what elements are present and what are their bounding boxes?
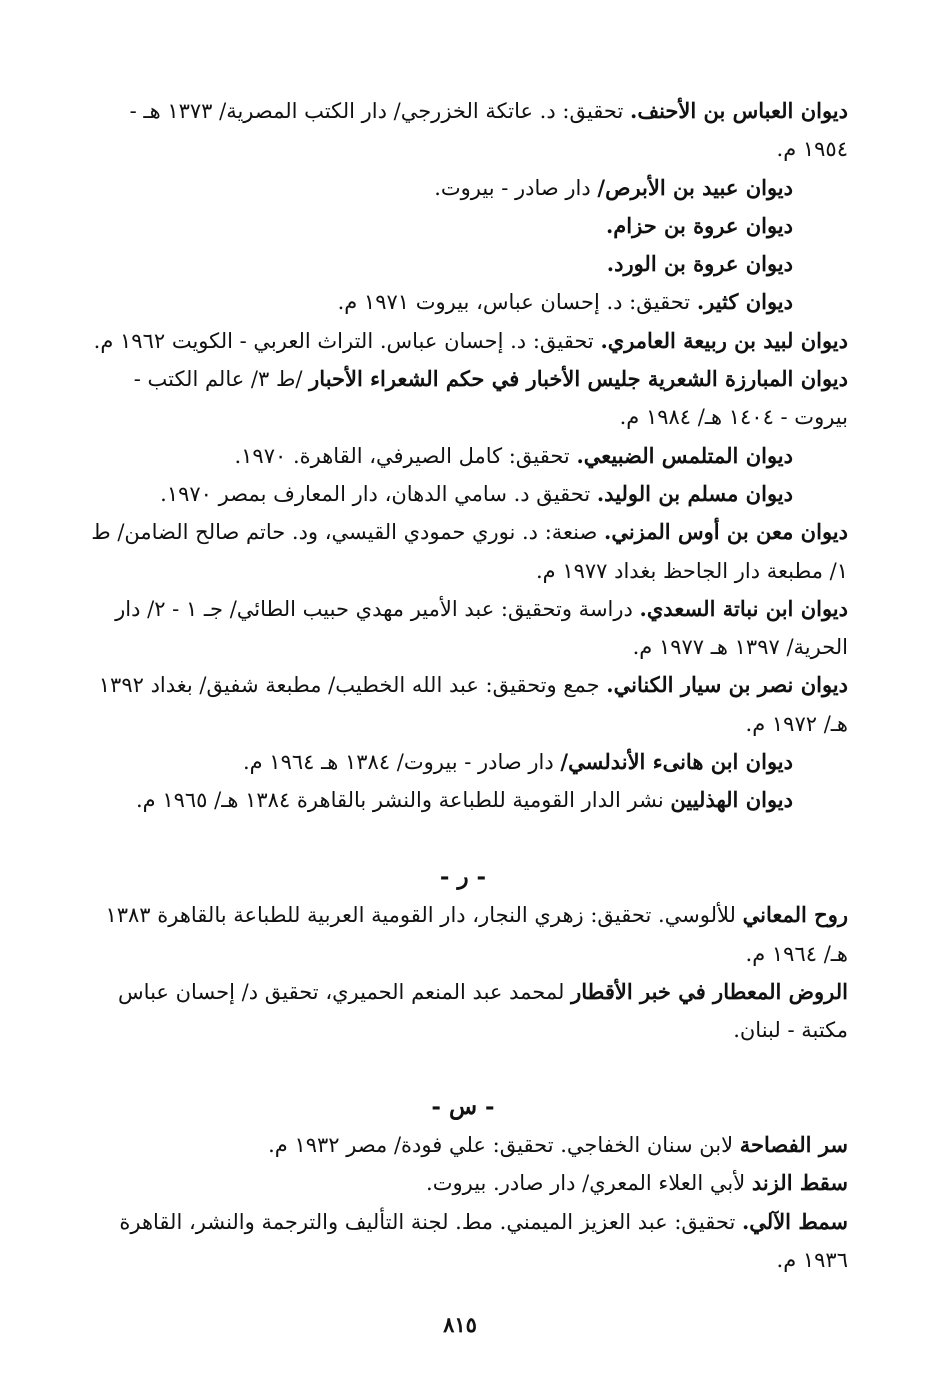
entry-details: لمحمد عبد المنعم الحميري، تحقيق د/ إحسان عباس مكتبة - لبنان.	[118, 979, 848, 1043]
entry-details: تحقيق: د. إحسان عباس، بيروت ١٩٧١ م.	[337, 290, 697, 315]
entry-details: نشر الدار القومية للطباعة والنشر بالقاهرة ١٣٨٤ هـ/ ١٩٦٥ م.	[135, 788, 671, 813]
entry-title: ديوان كثير.	[696, 289, 793, 315]
bibliography-entry	[78, 475, 848, 513]
entry-title: ديوان نصر بن سيار الكناني.	[606, 672, 848, 698]
entry-title: ديوان مسلم بن الوليد.	[596, 480, 793, 506]
bibliography-entry	[78, 437, 848, 475]
entry-title: ديوان عبيد بن الأبرص/	[597, 174, 793, 200]
bibliography-entry	[78, 322, 848, 360]
bibliography-entry	[78, 207, 848, 245]
entry-title: ديوان ابن نباتة السعدي.	[639, 595, 848, 621]
entry-title: ديوان الهذليين	[670, 787, 793, 813]
page-number	[0, 1312, 942, 1337]
entry-title: ديوان المتلمس الضبيعي.	[576, 442, 793, 468]
entry-title: ديوان المبارزة الشعرية جليس الأخبار في حكم الشعراء الأحبار	[309, 366, 848, 392]
bibliography-entry	[78, 781, 848, 819]
bibliography-entry	[78, 1164, 848, 1202]
bibliography-entry	[78, 1126, 848, 1164]
entry-title: روح المعاني	[742, 902, 848, 928]
bibliography-entry	[78, 360, 848, 437]
entry-details: صنعة: د. نوري حمودي القيسي، ود. حاتم صالح الضامن/ ط ١/ مطبعة دار الجاحظ بغداد ١٩٧٧ م.	[91, 520, 848, 583]
entry-title: ديوان ابن هانىء الأندلسي/	[560, 749, 793, 775]
bibliography-entry	[78, 283, 848, 321]
bibliography-entry	[78, 92, 848, 169]
entry-details: تحقيق: كامل الصيرفي، القاهرة. ١٩٧٠.	[234, 443, 577, 468]
entry-details: لابن سنان الخفاجي. تحقيق: علي فودة/ مصر ١٩٣٢ م.	[268, 1133, 740, 1158]
bibliography-entry	[78, 513, 848, 590]
bibliography-entry	[78, 973, 848, 1050]
entry-title: ديوان عروة بن الورد.	[606, 251, 793, 277]
entry-title: سقط الزند	[751, 1170, 848, 1196]
entry-title: سر الفصاحة	[739, 1132, 848, 1158]
bibliography-entry	[78, 666, 848, 743]
entry-title: ديوان عروة بن حزام.	[605, 212, 793, 238]
page-number-text: ٨١٥	[443, 1312, 477, 1337]
bibliography-text	[78, 92, 848, 1279]
entry-details: دار صادر - بيروت/ ١٣٨٤ هـ ١٩٦٤ م.	[242, 750, 561, 775]
bibliography-entry	[78, 169, 848, 207]
entry-title: ديوان معن بن أوس المزني.	[604, 519, 848, 545]
bibliography-entry	[78, 896, 848, 973]
entry-details: دراسة وتحقيق: عبد الأمير مهدي حبيب الطائي/ جـ ١ - ٢/ دار الحرية/ ١٣٩٧ هـ ١٩٧٧ م.	[115, 596, 848, 660]
entry-details: جمع وتحقيق: عبد الله الخطيب/ مطبعة شفيق/ بغداد ١٣٩٢ هـ/ ١٩٧٢ م.	[98, 673, 848, 736]
entry-details: تحقيق: د. إحسان عباس. التراث العربي - الكويت ١٩٦٢ م.	[93, 328, 601, 353]
section-spacer	[78, 820, 848, 858]
bibliography-entry	[78, 590, 848, 667]
section-spacer	[78, 1049, 848, 1087]
entry-details: /ط ٣/ عالم الكتب - بيروت - ١٤٠٤ هـ/ ١٩٨٤ م.	[133, 367, 848, 430]
entry-details: تحقيق: د. عاتكة الخزرجي/ دار الكتب المصرية/ ١٣٧٣ هـ - ١٩٥٤ م.	[129, 99, 848, 162]
bibliography-entry	[78, 1203, 848, 1280]
bibliography-entry	[78, 743, 848, 781]
entry-title: الروض المعطار في خبر الأقطار	[571, 978, 848, 1004]
entry-details: تحقيق د. سامي الدهان، دار المعارف بمصر ١٩٧٠.	[160, 481, 597, 506]
entry-title: ديوان لبيد بن ربيعة العامري.	[600, 327, 848, 353]
entry-details: للألوسي. تحقيق: زهري النجار، دار القومية العربية للطباعة بالقاهرة ١٣٨٣ هـ/ ١٩٦٤ م.	[105, 903, 848, 966]
entry-title: سمط الآلي.	[741, 1208, 848, 1234]
section-heading-sin: - س -	[431, 1092, 495, 1120]
bibliography-entry	[78, 245, 848, 283]
entry-details: دار صادر - بيروت.	[434, 175, 598, 200]
entry-details: تحقيق: عبد العزيز الميمني. مط. لجنة التأليف والترجمة والنشر، القاهرة ١٩٣٦ م.	[119, 1209, 848, 1272]
section-heading-ra: - ر -	[439, 862, 487, 890]
entry-title: ديوان العباس بن الأحنف.	[630, 98, 848, 123]
entry-details: لأبي العلاء المعري/ دار صادر. بيروت.	[426, 1171, 752, 1196]
